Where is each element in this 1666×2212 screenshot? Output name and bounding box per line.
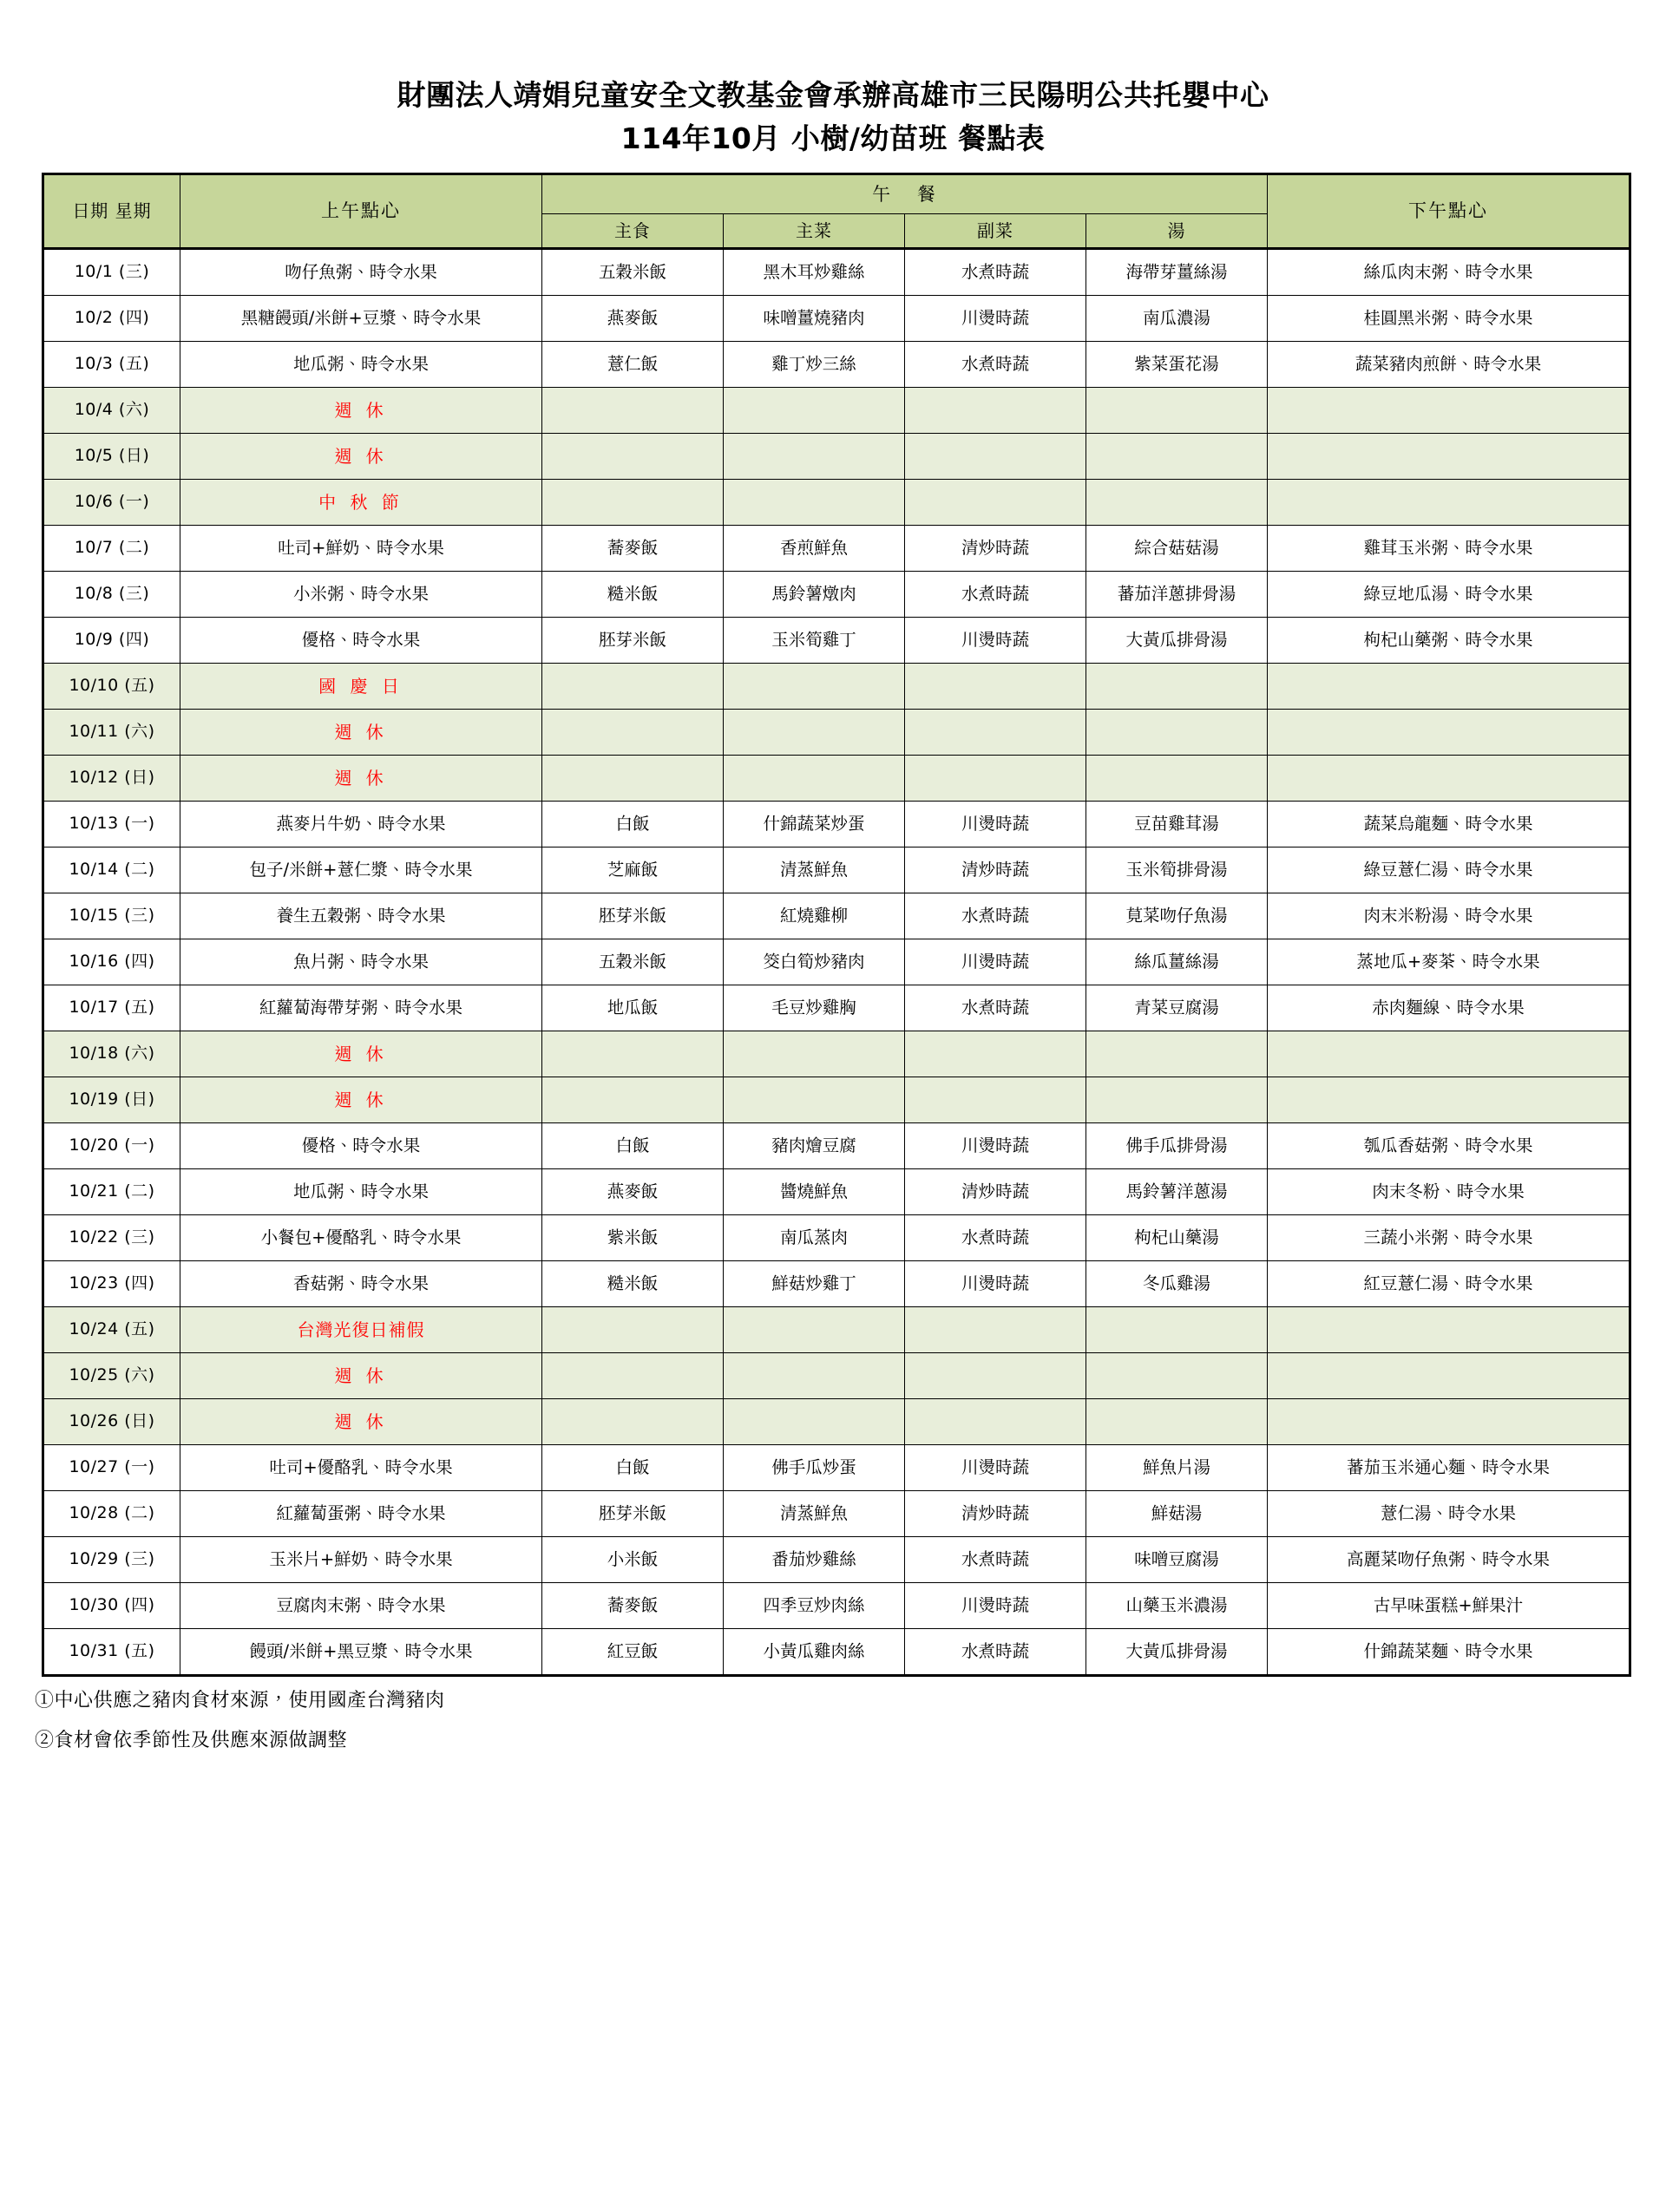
cell-main-dish — [724, 480, 905, 526]
cell-soup: 大黃瓜排骨湯 — [1086, 618, 1268, 664]
table-row — [43, 342, 1630, 388]
cell-staple: 地瓜飯 — [542, 985, 724, 1031]
column-header-main-dish: 主菜 — [724, 214, 905, 249]
header-row-primary — [43, 174, 1630, 214]
cell-side-dish: 川燙時蔬 — [905, 802, 1086, 847]
cell-morning-snack: 吻仔魚粥、時令水果 — [180, 249, 542, 296]
cell-staple: 白飯 — [542, 1123, 724, 1169]
cell-afternoon-snack: 肉末冬粉、時令水果 — [1268, 1169, 1630, 1215]
cell-main-dish: 筊白筍炒豬肉 — [724, 939, 905, 985]
table-row — [43, 1353, 1630, 1399]
cell-afternoon-snack: 綠豆地瓜湯、時令水果 — [1268, 572, 1630, 618]
cell-soup: 味噌豆腐湯 — [1086, 1537, 1268, 1583]
cell-side-dish — [905, 434, 1086, 480]
cell-date: 10/4 (六) — [43, 388, 180, 434]
cell-date: 10/9 (四) — [43, 618, 180, 664]
cell-staple — [542, 710, 724, 756]
cell-staple: 白飯 — [542, 802, 724, 847]
cell-soup: 絲瓜薑絲湯 — [1086, 939, 1268, 985]
column-header-morning-snack: 上午點心 — [180, 174, 542, 249]
cell-afternoon-snack: 綠豆薏仁湯、時令水果 — [1268, 847, 1630, 893]
cell-afternoon-snack — [1268, 1353, 1630, 1399]
cell-afternoon-snack — [1268, 480, 1630, 526]
cell-date: 10/22 (三) — [43, 1215, 180, 1261]
table-row — [43, 893, 1630, 939]
cell-morning-snack: 地瓜粥、時令水果 — [180, 1169, 542, 1215]
cell-main-dish — [724, 1031, 905, 1077]
cell-staple: 糙米飯 — [542, 1261, 724, 1307]
cell-soup: 佛手瓜排骨湯 — [1086, 1123, 1268, 1169]
cell-main-dish: 番茄炒雞絲 — [724, 1537, 905, 1583]
cell-side-dish: 水煮時蔬 — [905, 1215, 1086, 1261]
cell-soup — [1086, 1077, 1268, 1123]
cell-date: 10/2 (四) — [43, 296, 180, 342]
cell-morning-snack: 香菇粥、時令水果 — [180, 1261, 542, 1307]
menu-table-header — [43, 174, 1630, 249]
cell-morning-snack: 黑糖饅頭/米餅+豆漿、時令水果 — [180, 296, 542, 342]
cell-afternoon-snack: 蒸地瓜+麥茶、時令水果 — [1268, 939, 1630, 985]
cell-afternoon-snack: 雞茸玉米粥、時令水果 — [1268, 526, 1630, 572]
cell-side-dish: 川燙時蔬 — [905, 296, 1086, 342]
cell-date: 10/29 (三) — [43, 1537, 180, 1583]
cell-soup: 莧菜吻仔魚湯 — [1086, 893, 1268, 939]
table-row — [43, 1445, 1630, 1491]
cell-morning-snack: 養生五穀粥、時令水果 — [180, 893, 542, 939]
cell-main-dish: 豬肉燴豆腐 — [724, 1123, 905, 1169]
cell-soup — [1086, 1399, 1268, 1445]
cell-staple: 燕麥飯 — [542, 1169, 724, 1215]
cell-morning-snack: 燕麥片牛奶、時令水果 — [180, 802, 542, 847]
table-row — [43, 664, 1630, 710]
cell-side-dish — [905, 388, 1086, 434]
cell-staple: 五穀米飯 — [542, 249, 724, 296]
cell-afternoon-snack: 薏仁湯、時令水果 — [1268, 1491, 1630, 1537]
cell-afternoon-snack — [1268, 710, 1630, 756]
cell-main-dish: 南瓜蒸肉 — [724, 1215, 905, 1261]
cell-soup — [1086, 434, 1268, 480]
cell-staple — [542, 434, 724, 480]
cell-main-dish: 雞丁炒三絲 — [724, 342, 905, 388]
cell-morning-snack: 吐司+鮮奶、時令水果 — [180, 526, 542, 572]
cell-afternoon-snack: 蕃茄玉米通心麵、時令水果 — [1268, 1445, 1630, 1491]
cell-main-dish: 佛手瓜炒蛋 — [724, 1445, 905, 1491]
cell-staple: 蕎麥飯 — [542, 1583, 724, 1629]
cell-date: 10/26 (日) — [43, 1399, 180, 1445]
cell-morning-snack: 小餐包+優酪乳、時令水果 — [180, 1215, 542, 1261]
cell-afternoon-snack: 三蔬小米粥、時令水果 — [1268, 1215, 1630, 1261]
cell-side-dish — [905, 1353, 1086, 1399]
cell-afternoon-snack: 高麗菜吻仔魚粥、時令水果 — [1268, 1537, 1630, 1583]
cell-side-dish: 水煮時蔬 — [905, 1537, 1086, 1583]
table-row — [43, 1077, 1630, 1123]
organization-title: 財團法人靖娟兒童安全文教基金會承辦高雄市三民陽明公共托嬰中心 — [397, 78, 1269, 112]
cell-staple: 蕎麥飯 — [542, 526, 724, 572]
cell-staple: 紫米飯 — [542, 1215, 724, 1261]
table-row — [43, 1491, 1630, 1537]
cell-afternoon-snack — [1268, 1399, 1630, 1445]
cell-morning-snack: 豆腐肉末粥、時令水果 — [180, 1583, 542, 1629]
cell-date: 10/21 (二) — [43, 1169, 180, 1215]
cell-main-dish — [724, 1307, 905, 1353]
table-row — [43, 296, 1630, 342]
cell-afternoon-snack: 蔬菜豬肉煎餅、時令水果 — [1268, 342, 1630, 388]
cell-morning-snack: 優格、時令水果 — [180, 618, 542, 664]
table-row — [43, 710, 1630, 756]
cell-date: 10/24 (五) — [43, 1307, 180, 1353]
cell-morning-snack: 紅蘿蔔蛋粥、時令水果 — [180, 1491, 542, 1537]
cell-main-dish: 黑木耳炒雞絲 — [724, 249, 905, 296]
cell-soup: 豆苗雞茸湯 — [1086, 802, 1268, 847]
table-row — [43, 1215, 1630, 1261]
cell-afternoon-snack: 蔬菜烏龍麵、時令水果 — [1268, 802, 1630, 847]
cell-afternoon-snack: 桂圓黑米粥、時令水果 — [1268, 296, 1630, 342]
cell-side-dish: 川燙時蔬 — [905, 939, 1086, 985]
cell-main-dish: 毛豆炒雞胸 — [724, 985, 905, 1031]
table-row — [43, 249, 1630, 296]
cell-date: 10/10 (五) — [43, 664, 180, 710]
cell-afternoon-snack — [1268, 388, 1630, 434]
cell-staple: 芝麻飯 — [542, 847, 724, 893]
cell-staple: 五穀米飯 — [542, 939, 724, 985]
cell-afternoon-snack: 絲瓜肉末粥、時令水果 — [1268, 249, 1630, 296]
cell-soup: 紫菜蛋花湯 — [1086, 342, 1268, 388]
cell-date: 10/11 (六) — [43, 710, 180, 756]
table-row — [43, 1031, 1630, 1077]
cell-staple: 紅豆飯 — [542, 1629, 724, 1676]
cell-date: 10/25 (六) — [43, 1353, 180, 1399]
cell-side-dish — [905, 710, 1086, 756]
cell-side-dish: 清炒時蔬 — [905, 526, 1086, 572]
table-row — [43, 1123, 1630, 1169]
column-header-date: 日期 星期 — [43, 174, 180, 249]
cell-main-dish: 味噌薑燒豬肉 — [724, 296, 905, 342]
cell-afternoon-snack — [1268, 1077, 1630, 1123]
table-row — [43, 1583, 1630, 1629]
cell-side-dish: 水煮時蔬 — [905, 985, 1086, 1031]
table-row — [43, 480, 1630, 526]
cell-side-dish — [905, 756, 1086, 802]
cell-morning-snack: 地瓜粥、時令水果 — [180, 342, 542, 388]
cell-afternoon-snack: 赤肉麵線、時令水果 — [1268, 985, 1630, 1031]
table-row — [43, 756, 1630, 802]
cell-date: 10/19 (日) — [43, 1077, 180, 1123]
cell-date: 10/30 (四) — [43, 1583, 180, 1629]
cell-date: 10/27 (一) — [43, 1445, 180, 1491]
cell-date: 10/28 (二) — [43, 1491, 180, 1537]
column-header-soup: 湯 — [1086, 214, 1268, 249]
cell-morning-snack: 優格、時令水果 — [180, 1123, 542, 1169]
cell-main-dish — [724, 1077, 905, 1123]
column-header-side-dish: 副菜 — [905, 214, 1086, 249]
cell-soup — [1086, 480, 1268, 526]
table-row — [43, 1307, 1630, 1353]
cell-morning-snack: 週 休 — [180, 1031, 542, 1077]
cell-morning-snack: 週 休 — [180, 710, 542, 756]
cell-morning-snack: 包子/米餅+薏仁漿、時令水果 — [180, 847, 542, 893]
cell-date: 10/8 (三) — [43, 572, 180, 618]
cell-staple — [542, 1077, 724, 1123]
column-header-lunch: 午 餐 — [542, 174, 1268, 214]
cell-date: 10/7 (二) — [43, 526, 180, 572]
cell-main-dish: 醬燒鮮魚 — [724, 1169, 905, 1215]
cell-side-dish: 川燙時蔬 — [905, 1123, 1086, 1169]
cell-date: 10/16 (四) — [43, 939, 180, 985]
cell-soup — [1086, 756, 1268, 802]
cell-main-dish — [724, 1353, 905, 1399]
cell-soup: 冬瓜雞湯 — [1086, 1261, 1268, 1307]
cell-side-dish: 清炒時蔬 — [905, 1169, 1086, 1215]
cell-side-dish — [905, 664, 1086, 710]
cell-soup: 枸杞山藥湯 — [1086, 1215, 1268, 1261]
table-row — [43, 1261, 1630, 1307]
cell-date: 10/20 (一) — [43, 1123, 180, 1169]
column-header-staple: 主食 — [542, 214, 724, 249]
cell-staple — [542, 1353, 724, 1399]
cell-soup — [1086, 710, 1268, 756]
cell-staple — [542, 480, 724, 526]
cell-morning-snack: 台灣光復日補假 — [180, 1307, 542, 1353]
cell-side-dish: 川燙時蔬 — [905, 618, 1086, 664]
cell-main-dish — [724, 1399, 905, 1445]
table-row — [43, 434, 1630, 480]
table-row — [43, 526, 1630, 572]
cell-side-dish: 水煮時蔬 — [905, 1629, 1086, 1676]
cell-morning-snack: 小米粥、時令水果 — [180, 572, 542, 618]
cell-morning-snack: 紅蘿蔔海帶芽粥、時令水果 — [180, 985, 542, 1031]
cell-staple — [542, 1031, 724, 1077]
table-row — [43, 1399, 1630, 1445]
cell-afternoon-snack — [1268, 756, 1630, 802]
cell-soup: 南瓜濃湯 — [1086, 296, 1268, 342]
cell-staple: 小米飯 — [542, 1537, 724, 1583]
cell-main-dish: 四季豆炒肉絲 — [724, 1583, 905, 1629]
cell-side-dish — [905, 1077, 1086, 1123]
cell-staple: 薏仁飯 — [542, 342, 724, 388]
cell-main-dish: 鮮菇炒雞丁 — [724, 1261, 905, 1307]
cell-afternoon-snack — [1268, 1307, 1630, 1353]
cell-side-dish — [905, 480, 1086, 526]
table-row — [43, 802, 1630, 847]
cell-staple: 胚芽米飯 — [542, 1491, 724, 1537]
cell-main-dish: 清蒸鮮魚 — [724, 847, 905, 893]
cell-date: 10/5 (日) — [43, 434, 180, 480]
cell-soup: 大黃瓜排骨湯 — [1086, 1629, 1268, 1676]
cell-side-dish: 清炒時蔬 — [905, 847, 1086, 893]
cell-side-dish: 水煮時蔬 — [905, 249, 1086, 296]
cell-main-dish: 香煎鮮魚 — [724, 526, 905, 572]
cell-staple — [542, 388, 724, 434]
table-row — [43, 388, 1630, 434]
cell-date: 10/12 (日) — [43, 756, 180, 802]
cell-main-dish: 小黃瓜雞肉絲 — [724, 1629, 905, 1676]
cell-staple: 白飯 — [542, 1445, 724, 1491]
cell-afternoon-snack: 肉末米粉湯、時令水果 — [1268, 893, 1630, 939]
cell-soup: 山藥玉米濃湯 — [1086, 1583, 1268, 1629]
cell-side-dish: 川燙時蔬 — [905, 1583, 1086, 1629]
cell-morning-snack: 玉米片+鮮奶、時令水果 — [180, 1537, 542, 1583]
cell-morning-snack: 饅頭/米餅+黑豆漿、時令水果 — [180, 1629, 542, 1676]
cell-staple — [542, 1399, 724, 1445]
cell-date: 10/15 (三) — [43, 893, 180, 939]
footer-note: ①中心供應之豬肉食材來源，使用國產台灣豬肉 — [35, 1690, 445, 1712]
cell-date: 10/1 (三) — [43, 249, 180, 296]
cell-soup: 馬鈴薯洋蔥湯 — [1086, 1169, 1268, 1215]
cell-date: 10/13 (一) — [43, 802, 180, 847]
cell-staple — [542, 756, 724, 802]
menu-table-body — [43, 249, 1630, 1676]
cell-soup: 海帶芽薑絲湯 — [1086, 249, 1268, 296]
cell-afternoon-snack — [1268, 434, 1630, 480]
cell-staple: 胚芽米飯 — [542, 893, 724, 939]
cell-date: 10/31 (五) — [43, 1629, 180, 1676]
cell-afternoon-snack — [1268, 1031, 1630, 1077]
cell-afternoon-snack: 什錦蔬菜麵、時令水果 — [1268, 1629, 1630, 1676]
cell-morning-snack: 週 休 — [180, 1353, 542, 1399]
table-row — [43, 939, 1630, 985]
cell-afternoon-snack: 枸杞山藥粥、時令水果 — [1268, 618, 1630, 664]
cell-side-dish: 水煮時蔬 — [905, 342, 1086, 388]
cell-morning-snack: 週 休 — [180, 434, 542, 480]
table-row — [43, 985, 1630, 1031]
cell-main-dish: 玉米筍雞丁 — [724, 618, 905, 664]
cell-side-dish — [905, 1031, 1086, 1077]
menu-table — [42, 173, 1631, 1677]
cell-morning-snack: 吐司+優酪乳、時令水果 — [180, 1445, 542, 1491]
table-row — [43, 1629, 1630, 1676]
cell-side-dish: 川燙時蔬 — [905, 1261, 1086, 1307]
cell-morning-snack: 週 休 — [180, 1399, 542, 1445]
cell-soup: 蕃茄洋蔥排骨湯 — [1086, 572, 1268, 618]
cell-date: 10/14 (二) — [43, 847, 180, 893]
cell-soup: 玉米筍排骨湯 — [1086, 847, 1268, 893]
cell-staple — [542, 1307, 724, 1353]
cell-staple: 糙米飯 — [542, 572, 724, 618]
cell-main-dish — [724, 664, 905, 710]
cell-side-dish — [905, 1399, 1086, 1445]
cell-date: 10/6 (一) — [43, 480, 180, 526]
cell-afternoon-snack — [1268, 664, 1630, 710]
cell-date: 10/3 (五) — [43, 342, 180, 388]
cell-main-dish — [724, 710, 905, 756]
footer-notes — [35, 1691, 1666, 1751]
cell-morning-snack: 週 休 — [180, 756, 542, 802]
footer-note: ②食材會依季節性及供應來源做調整 — [35, 1730, 348, 1752]
cell-main-dish — [724, 388, 905, 434]
cell-date: 10/23 (四) — [43, 1261, 180, 1307]
table-row — [43, 1169, 1630, 1215]
cell-date: 10/18 (六) — [43, 1031, 180, 1077]
cell-soup: 鮮魚片湯 — [1086, 1445, 1268, 1491]
cell-staple: 胚芽米飯 — [542, 618, 724, 664]
cell-side-dish — [905, 1307, 1086, 1353]
cell-afternoon-snack: 瓠瓜香菇粥、時令水果 — [1268, 1123, 1630, 1169]
document-title-block — [0, 0, 1666, 157]
cell-date: 10/17 (五) — [43, 985, 180, 1031]
cell-afternoon-snack: 紅豆薏仁湯、時令水果 — [1268, 1261, 1630, 1307]
table-row — [43, 847, 1630, 893]
cell-soup: 綜合菇菇湯 — [1086, 526, 1268, 572]
cell-morning-snack: 週 休 — [180, 1077, 542, 1123]
cell-soup — [1086, 1353, 1268, 1399]
cell-staple — [542, 664, 724, 710]
cell-side-dish: 川燙時蔬 — [905, 1445, 1086, 1491]
cell-soup — [1086, 1031, 1268, 1077]
menu-period-title: 114年10月 小樹/幼苗班 餐點表 — [620, 121, 1046, 155]
cell-main-dish — [724, 434, 905, 480]
cell-soup — [1086, 1307, 1268, 1353]
cell-soup — [1086, 664, 1268, 710]
table-row — [43, 1537, 1630, 1583]
cell-main-dish: 馬鈴薯燉肉 — [724, 572, 905, 618]
cell-side-dish: 水煮時蔬 — [905, 893, 1086, 939]
table-row — [43, 572, 1630, 618]
cell-morning-snack: 國 慶 日 — [180, 664, 542, 710]
cell-morning-snack: 中 秋 節 — [180, 480, 542, 526]
cell-staple: 燕麥飯 — [542, 296, 724, 342]
cell-side-dish: 水煮時蔬 — [905, 572, 1086, 618]
cell-main-dish: 清蒸鮮魚 — [724, 1491, 905, 1537]
cell-main-dish: 紅燒雞柳 — [724, 893, 905, 939]
column-header-afternoon-snack: 下午點心 — [1268, 174, 1630, 249]
cell-soup — [1086, 388, 1268, 434]
table-row — [43, 618, 1630, 664]
cell-afternoon-snack: 古早味蛋糕+鮮果汁 — [1268, 1583, 1630, 1629]
cell-morning-snack: 魚片粥、時令水果 — [180, 939, 542, 985]
cell-main-dish — [724, 756, 905, 802]
cell-morning-snack: 週 休 — [180, 388, 542, 434]
cell-soup: 青菜豆腐湯 — [1086, 985, 1268, 1031]
cell-soup: 鮮菇湯 — [1086, 1491, 1268, 1537]
cell-side-dish: 清炒時蔬 — [905, 1491, 1086, 1537]
cell-main-dish: 什錦蔬菜炒蛋 — [724, 802, 905, 847]
menu-table-container — [42, 173, 1631, 1677]
